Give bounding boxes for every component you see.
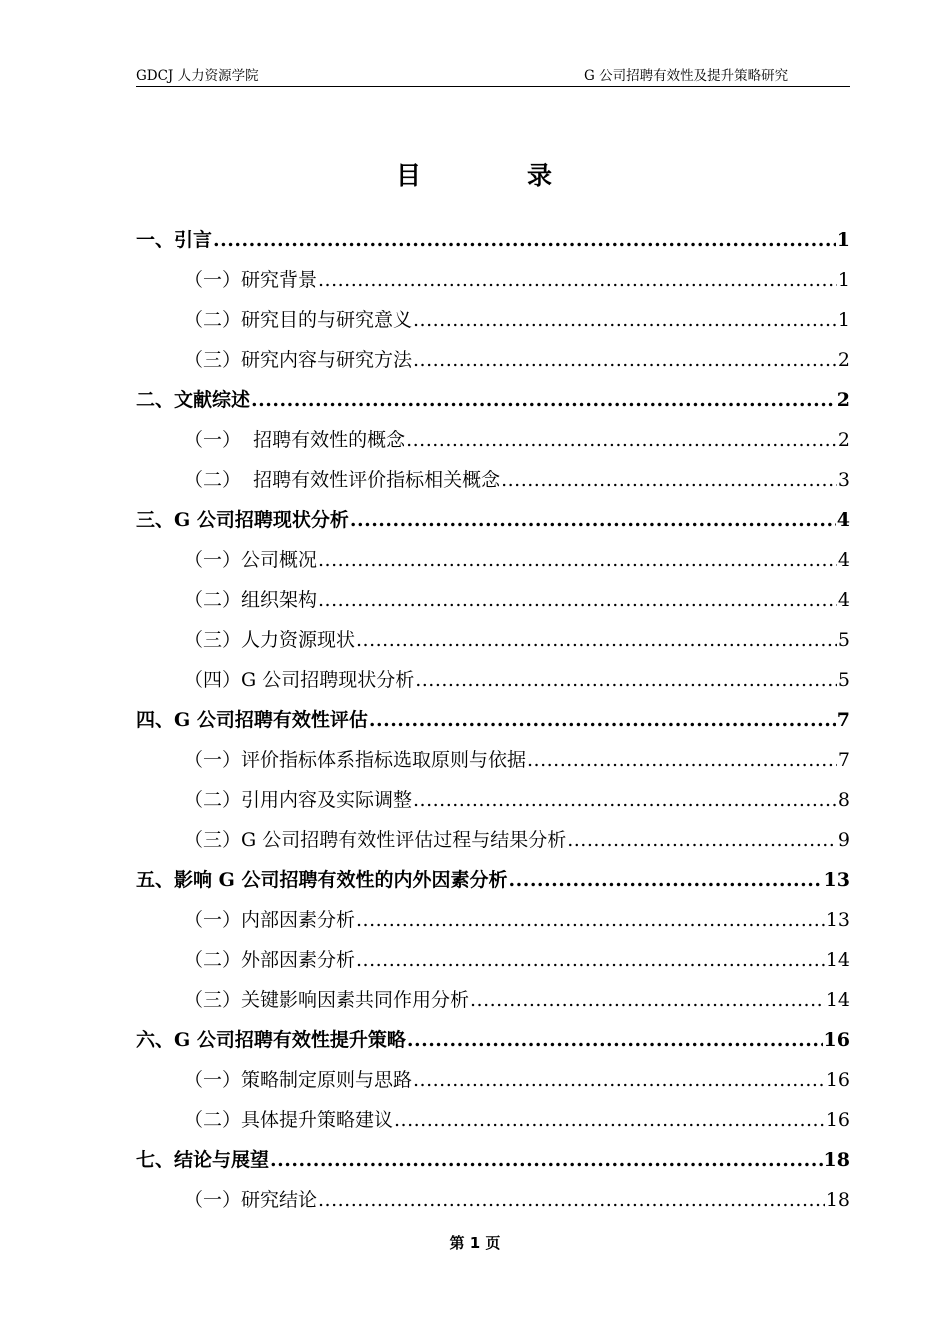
toc-entry-label: （一）策略制定原则与思路 xyxy=(184,1069,413,1091)
toc-section-entry[interactable] xyxy=(136,620,850,660)
toc-chapter-entry[interactable] xyxy=(136,860,850,900)
toc-section-entry[interactable] xyxy=(136,1180,850,1220)
toc-entry-label: （一） 招聘有效性的概念 xyxy=(184,429,406,451)
toc-entry-page-number: 18 xyxy=(823,1149,850,1171)
toc-entry-label: 五、影响 G 公司招聘有效性的内外因素分析 xyxy=(136,869,508,891)
toc-entry-label: （一）研究结论 xyxy=(184,1189,318,1211)
toc-entry-page-number: 9 xyxy=(837,829,850,851)
toc-section-entry[interactable] xyxy=(136,780,850,820)
toc-dot-leader xyxy=(413,340,837,380)
toc-dot-leader xyxy=(413,780,837,820)
toc-entry-page-number: 7 xyxy=(837,749,850,771)
toc-dot-leader xyxy=(251,380,836,420)
toc-entry-label: （一）研究背景 xyxy=(184,269,318,291)
toc-entry-page-number: 5 xyxy=(837,669,850,691)
toc-dot-leader xyxy=(407,1020,823,1060)
toc-entry-label: （一）内部因素分析 xyxy=(184,909,356,931)
toc-entry-page-number: 8 xyxy=(837,789,850,811)
toc-entry-label: （二）外部因素分析 xyxy=(184,949,356,971)
toc-entry-label: （四）G 公司招聘现状分析 xyxy=(184,669,415,691)
toc-section-entry[interactable] xyxy=(136,980,850,1020)
toc-entry-label: （二） 招聘有效性评价指标相关概念 xyxy=(184,469,501,491)
toc-entry-page-number: 4 xyxy=(836,509,850,531)
toc-entry-page-number: 13 xyxy=(823,869,850,891)
toc-section-entry[interactable] xyxy=(136,660,850,700)
toc-entry-page-number: 7 xyxy=(836,709,850,731)
toc-chapter-entry[interactable] xyxy=(136,1020,850,1060)
header-thesis-title: G 公司招聘有效性及提升策略研究 xyxy=(584,68,789,84)
header-school: GDCJ 人力资源学院 xyxy=(136,68,259,84)
toc-dot-leader xyxy=(318,260,837,300)
page-number: 第 1 页 xyxy=(449,1234,501,1252)
toc-entry-page-number: 18 xyxy=(825,1189,850,1211)
toc-section-entry[interactable] xyxy=(136,580,850,620)
toc-entry-page-number: 16 xyxy=(825,1109,850,1131)
toc-entry-label: 四、G 公司招聘有效性评估 xyxy=(136,709,368,731)
toc-dot-leader xyxy=(508,860,822,900)
toc-entry-page-number: 3 xyxy=(837,469,850,491)
toc-dot-leader xyxy=(406,420,837,460)
table-of-contents xyxy=(136,220,850,1220)
toc-entry-label: （三）人力资源现状 xyxy=(184,629,356,651)
toc-section-entry[interactable] xyxy=(136,460,850,500)
toc-entry-page-number: 1 xyxy=(837,309,850,331)
toc-entry-label: 二、文献综述 xyxy=(136,389,251,411)
toc-dot-leader xyxy=(318,540,837,580)
toc-entry-page-number: 16 xyxy=(825,1069,850,1091)
toc-entry-label: （二）具体提升策略建议 xyxy=(184,1109,394,1131)
page-header xyxy=(136,66,850,87)
toc-entry-page-number: 1 xyxy=(837,269,850,291)
toc-dot-leader xyxy=(369,700,836,740)
toc-chapter-entry[interactable] xyxy=(136,500,850,540)
toc-entry-page-number: 5 xyxy=(837,629,850,651)
toc-section-entry[interactable] xyxy=(136,820,850,860)
toc-entry-page-number: 16 xyxy=(823,1029,850,1051)
toc-entry-page-number: 2 xyxy=(837,429,850,451)
toc-entry-page-number: 14 xyxy=(825,949,850,971)
toc-section-entry[interactable] xyxy=(136,300,850,340)
toc-entry-page-number: 4 xyxy=(837,549,850,571)
toc-dot-leader xyxy=(213,220,836,260)
toc-entry-label: 六、G 公司招聘有效性提升策略 xyxy=(136,1029,406,1051)
toc-entry-label: 七、结论与展望 xyxy=(136,1149,270,1171)
toc-entry-page-number: 13 xyxy=(825,909,850,931)
toc-dot-leader xyxy=(567,820,837,860)
toc-entry-label: （一）评价指标体系指标选取原则与依据 xyxy=(184,749,527,771)
toc-entry-label: （三）关键影响因素共同作用分析 xyxy=(184,989,470,1011)
toc-dot-leader xyxy=(501,460,837,500)
title-char-2: 录 xyxy=(527,161,555,190)
toc-entry-page-number: 14 xyxy=(825,989,850,1011)
toc-entry-label: （三）研究内容与研究方法 xyxy=(184,349,413,371)
toc-section-entry[interactable] xyxy=(136,340,850,380)
toc-entry-page-number: 2 xyxy=(837,349,850,371)
toc-dot-leader xyxy=(415,660,837,700)
toc-section-entry[interactable] xyxy=(136,740,850,780)
toc-section-entry[interactable] xyxy=(136,1060,850,1100)
toc-dot-leader xyxy=(470,980,825,1020)
toc-section-entry[interactable] xyxy=(136,420,850,460)
toc-entry-label: （一）公司概况 xyxy=(184,549,318,571)
toc-dot-leader xyxy=(318,580,837,620)
toc-dot-leader xyxy=(356,620,837,660)
toc-dot-leader xyxy=(413,1060,825,1100)
toc-dot-leader xyxy=(356,900,825,940)
toc-chapter-entry[interactable] xyxy=(136,700,850,740)
toc-section-entry[interactable] xyxy=(136,940,850,980)
toc-entry-label: 一、引言 xyxy=(136,229,213,251)
toc-section-entry[interactable] xyxy=(136,540,850,580)
toc-entry-label: 三、G 公司招聘现状分析 xyxy=(136,509,349,531)
toc-section-entry[interactable] xyxy=(136,1100,850,1140)
toc-section-entry[interactable] xyxy=(136,260,850,300)
toc-dot-leader xyxy=(394,1100,825,1140)
toc-entry-label: （二）引用内容及实际调整 xyxy=(184,789,413,811)
toc-entry-page-number: 4 xyxy=(837,589,850,611)
toc-dot-leader xyxy=(318,1180,825,1220)
toc-dot-leader xyxy=(413,300,837,340)
toc-chapter-entry[interactable] xyxy=(136,1140,850,1180)
toc-dot-leader xyxy=(350,500,836,540)
page-title xyxy=(0,156,950,192)
toc-chapter-entry[interactable] xyxy=(136,380,850,420)
toc-entry-label: （三）G 公司招聘有效性评估过程与结果分析 xyxy=(184,829,567,851)
toc-entry-page-number: 1 xyxy=(836,229,850,251)
toc-dot-leader xyxy=(356,940,825,980)
toc-dot-leader xyxy=(270,1140,823,1180)
toc-entry-page-number: 2 xyxy=(836,389,850,411)
toc-entry-label: （二）组织架构 xyxy=(184,589,318,611)
toc-entry-label: （二）研究目的与研究意义 xyxy=(184,309,413,331)
toc-chapter-entry[interactable] xyxy=(136,220,850,260)
title-char-1: 目 xyxy=(395,161,423,190)
toc-section-entry[interactable] xyxy=(136,900,850,940)
toc-dot-leader xyxy=(527,740,837,780)
